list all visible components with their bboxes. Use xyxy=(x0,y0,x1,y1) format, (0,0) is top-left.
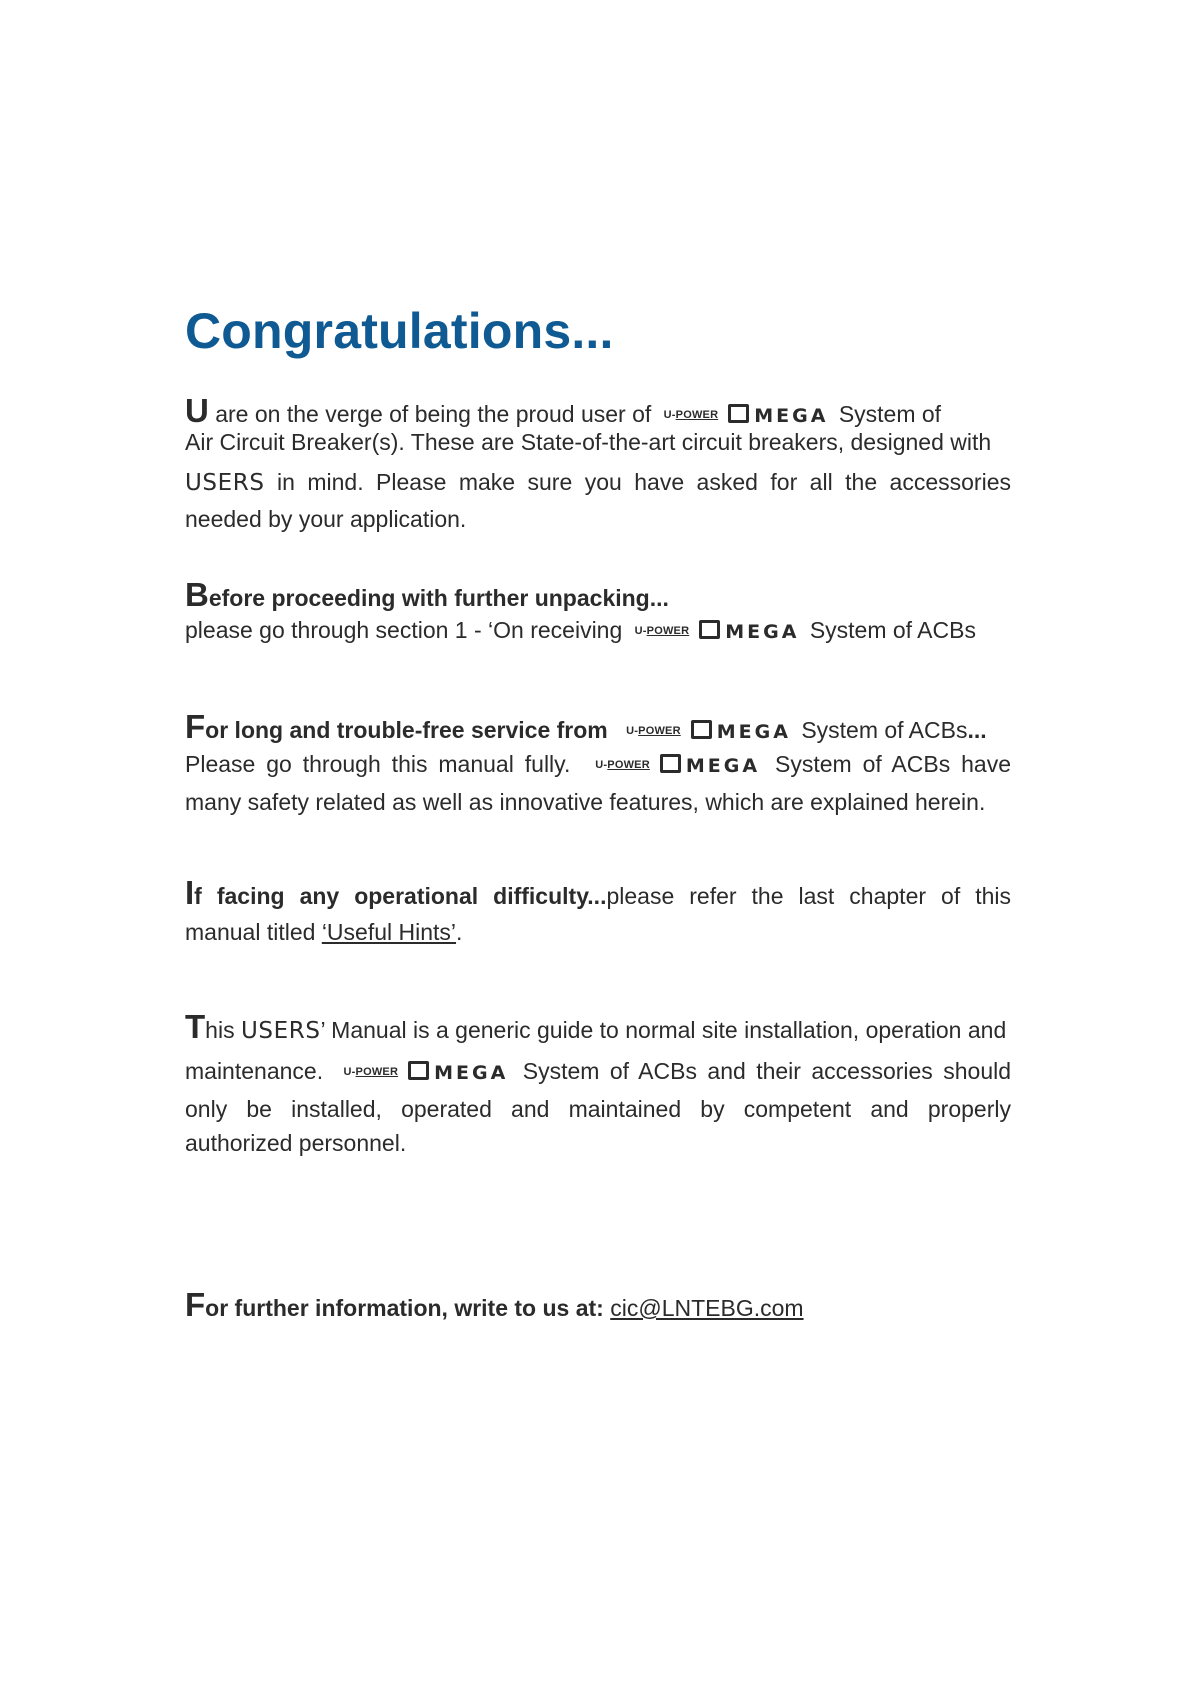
text: maintenance. xyxy=(185,1058,324,1084)
brand-logo: U-POWER MEGA xyxy=(663,405,829,427)
page-title: Congratulations... xyxy=(185,303,614,359)
drop-cap: U xyxy=(185,392,209,429)
paragraph-heading: f facing any operational difficulty... xyxy=(194,883,607,909)
text: please go through section 1 - ‘On receiving xyxy=(185,617,623,643)
text: are on the verge of being the proud user of xyxy=(215,401,652,427)
service-paragraph: For long and trouble-free service from U-POWER MEGA System of ACBs... Please go through this manual fully. U-POWER MEGA System of ACBs have many safety related as well as innovative features, which are explained herein. xyxy=(185,710,1011,820)
contact-email-link[interactable]: cic@LNTEBG.com xyxy=(610,1295,804,1321)
text: many safety related as well as innovative features, which are explained herein. xyxy=(185,789,986,815)
omega-logo-icon xyxy=(691,720,712,739)
text: in mind. Please make sure you have asked for all the accessories xyxy=(277,469,1011,495)
text: only be installed, operated and maintained by competent and properly xyxy=(185,1096,1011,1122)
text: manual titled xyxy=(185,919,322,945)
paragraph-heading: efore proceeding with further unpacking... xyxy=(208,585,669,611)
text: System of ACBs xyxy=(809,617,976,643)
users-word: USERS xyxy=(240,1018,321,1044)
text: Air Circuit Breaker(s). These are State-of-the-art circuit breakers, designed with xyxy=(185,429,992,455)
brand-logo: U-POWER MEGA xyxy=(634,621,800,643)
drop-cap: T xyxy=(185,1008,206,1045)
drop-cap: F xyxy=(185,708,206,745)
difficulty-paragraph: If facing any operational difficulty...please refer the last chapter of this manual titled ‘Useful Hints’. xyxy=(185,874,1011,945)
drop-cap: I xyxy=(185,874,195,911)
users-word: USERS xyxy=(185,470,265,496)
omega-logo-icon xyxy=(408,1061,429,1080)
text: System of ACBs and their accessories should xyxy=(522,1058,1012,1084)
text: needed by your application. xyxy=(185,506,467,532)
brand-logo: U-POWER MEGA xyxy=(343,1062,509,1084)
paragraph-heading: or long and trouble-free service from xyxy=(205,717,608,743)
drop-cap: F xyxy=(185,1286,206,1323)
contact-paragraph xyxy=(185,1288,1011,1326)
text: please refer the last chapter of this xyxy=(606,883,1011,909)
brand-logo: U-POWER MEGA xyxy=(595,755,761,777)
omega-logo-icon xyxy=(699,620,720,639)
drop-cap: B xyxy=(185,576,209,613)
text: System of ACBs have xyxy=(774,751,1012,777)
text: ’ Manual is a generic guide to normal site installation, operation and xyxy=(320,1017,1007,1043)
unpacking-paragraph xyxy=(185,578,1011,650)
text: System of ACBs xyxy=(801,717,968,743)
useful-hints-link[interactable]: ‘Useful Hints’ xyxy=(321,919,457,945)
omega-logo-icon xyxy=(728,404,749,423)
text: Please go through this manual fully. xyxy=(185,751,571,777)
paragraph-heading: or further information, write to us at: xyxy=(205,1295,611,1321)
omega-logo-icon xyxy=(660,754,681,773)
text: authorized personnel. xyxy=(185,1130,407,1156)
intro-paragraph xyxy=(185,394,1011,537)
manual-paragraph: This USERS’ Manual is a generic guide to normal site installation, operation and maintenance. U-POWER MEGA System of ACBs and their accessories should only be installed, operated and maintained by competent and properly authorized personnel. xyxy=(185,1010,1011,1161)
brand-logo: U-POWER MEGA xyxy=(626,721,791,743)
text: System of xyxy=(838,401,942,427)
